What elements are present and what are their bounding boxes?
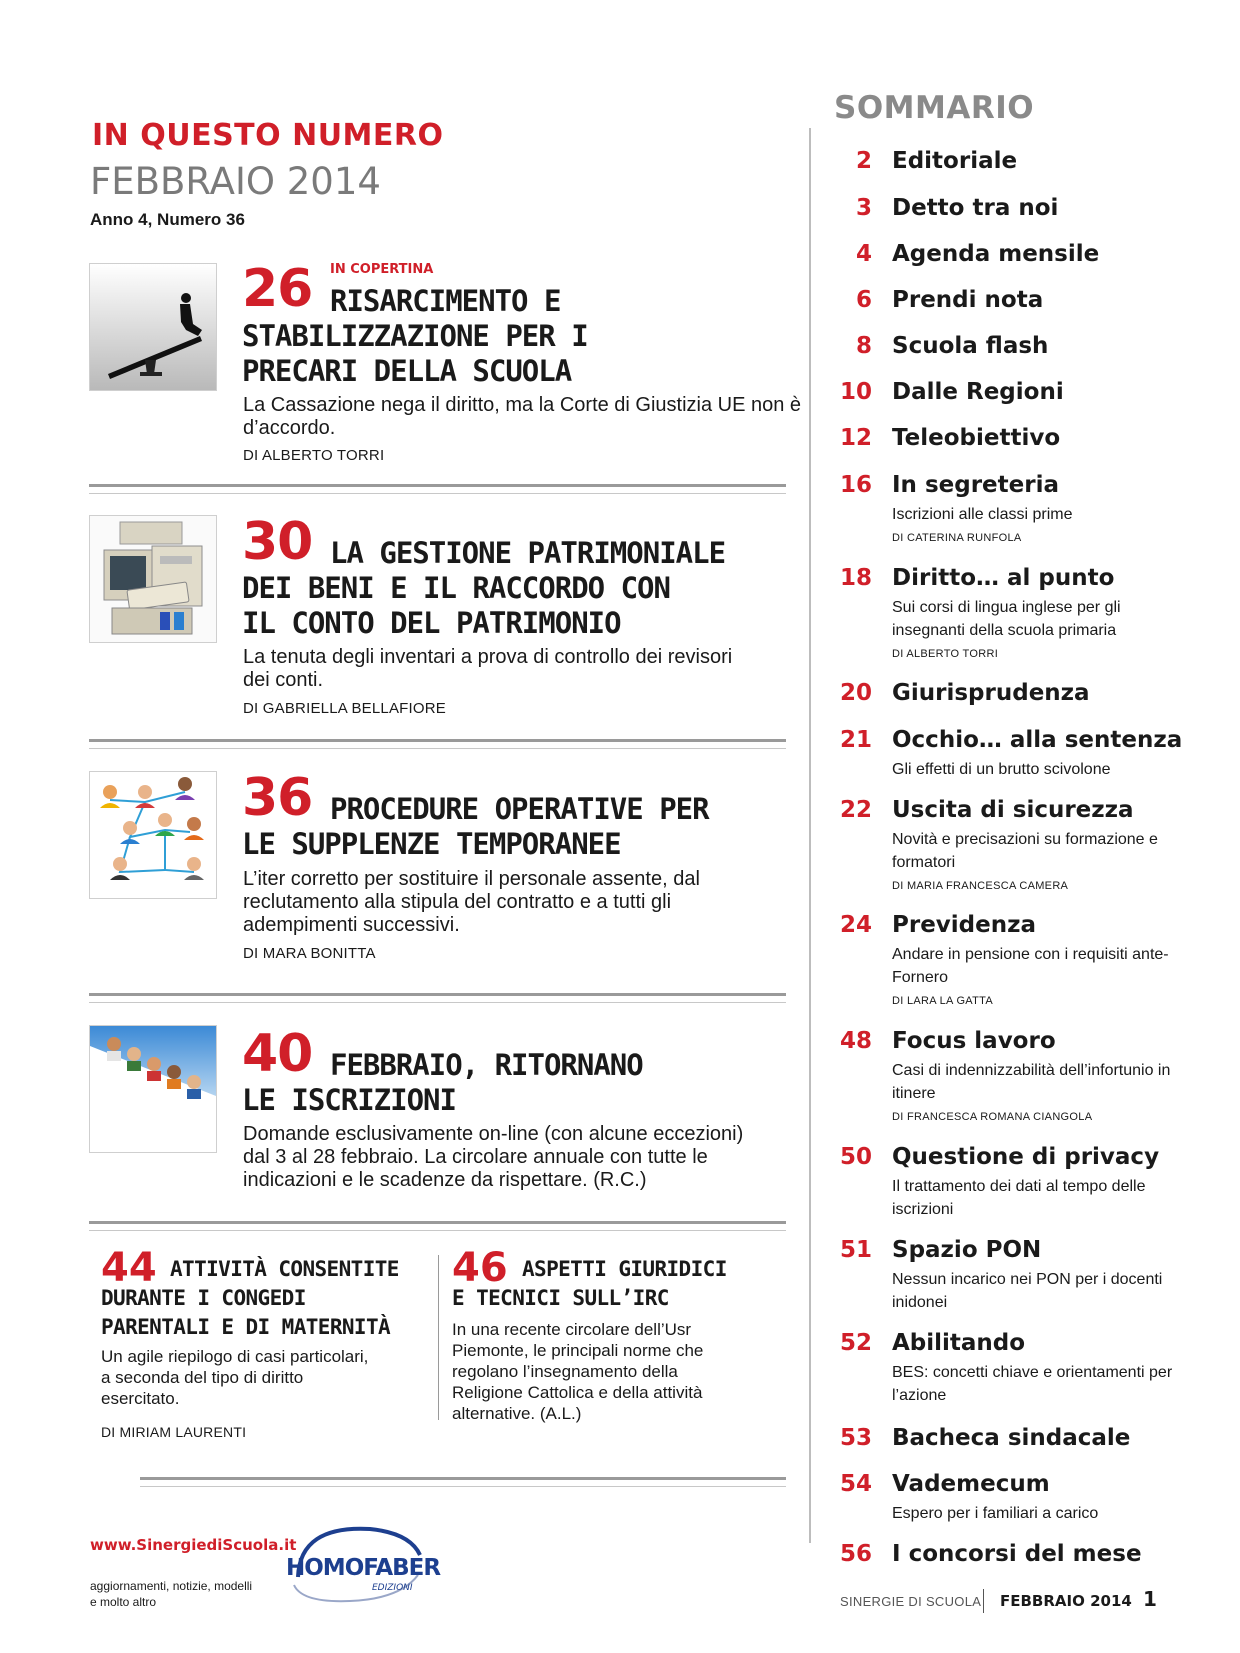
website-link[interactable]: [90, 1535, 296, 1555]
footer-date: FEBBRAIO 2014: [1000, 1592, 1132, 1610]
toc-author: DI ALBERTO TORRI: [892, 648, 999, 660]
cover-story-label: IN COPERTINA: [330, 262, 434, 277]
section-divider: [89, 484, 786, 494]
toc-title: Previdenza: [892, 912, 1037, 938]
toc-page: 50: [839, 1144, 872, 1170]
publisher-logo: [280, 1515, 441, 1605]
section-divider: [140, 1477, 786, 1487]
toc-title: Giurisprudenza: [892, 680, 1090, 706]
toc-page: 51: [839, 1237, 872, 1263]
article-page-number: 26: [242, 259, 313, 319]
toc-title: Spazio PON: [892, 1237, 1042, 1263]
column-divider: [438, 1255, 439, 1420]
toc-page: 2: [855, 148, 872, 174]
toc-page: 56: [839, 1541, 872, 1567]
toc-author: DI CATERINA RUNFOLA: [892, 532, 1022, 544]
toc-title: Uscita di sicurezza: [892, 797, 1134, 823]
article-description-line: In una recente circolare dell’Usr: [452, 1320, 692, 1339]
toc-page: 20: [839, 680, 872, 706]
toc-page: 24: [839, 912, 872, 938]
toc-page: 18: [839, 565, 872, 591]
toc-page: 12: [839, 425, 872, 451]
article-description-line: indicazioni e le scadenze da rispettare. (R.C.): [243, 1169, 647, 1191]
article-title-line[interactable]: ASPETTI GIURIDICI: [522, 1257, 727, 1281]
section-divider: [89, 1221, 786, 1231]
seesaw-illustration-icon: [90, 264, 216, 390]
toc-page: 10: [839, 379, 872, 405]
article-description-line: d’accordo.: [243, 417, 336, 439]
toc-subtitle: Andare in pensione con i requisiti ante-Fornero: [892, 946, 1169, 986]
toc-title: Vademecum: [892, 1471, 1050, 1497]
toc-subtitle: Iscrizioni alle classi prime: [892, 506, 1073, 523]
article-page-number: 30: [242, 512, 313, 572]
toc-title: Occhio… alla sentenza: [892, 727, 1183, 753]
article-author: DI GABRIELLA BELLAFIORE: [243, 700, 447, 717]
article-page-number: 40: [242, 1024, 313, 1084]
toc-author: DI MARIA FRANCESCA CAMERA: [892, 880, 1069, 892]
article-thumbnail-people-network[interactable]: [89, 771, 217, 899]
toc-title: Diritto… al punto: [892, 565, 1115, 591]
toc-title: Detto tra noi: [892, 195, 1059, 221]
toc-title: Prendi nota: [892, 287, 1044, 313]
article-description-line: Piemonte, le principali norme che: [452, 1341, 704, 1360]
toc-page: 53: [839, 1425, 872, 1451]
article-author: DI ALBERTO TORRI: [243, 447, 385, 464]
website-link-line: www.SinergiediScuola.it: [90, 1536, 297, 1554]
issue-date: FEBBRAIO 2014: [90, 160, 381, 203]
toc-page: 3: [855, 195, 872, 221]
article-description-line: a seconda del tipo di diritto: [101, 1368, 304, 1387]
toc-page: 54: [839, 1471, 872, 1497]
article-thumbnail-old-computers[interactable]: [89, 515, 217, 643]
website-tagline: aggiornamenti, notizie, modelli e molto altro: [90, 1579, 253, 1609]
toc-title: Editoriale: [892, 148, 1018, 174]
section-kicker: IN QUESTO NUMERO: [92, 118, 444, 153]
article-title-line[interactable]: STABILIZZAZIONE PER I: [242, 319, 588, 353]
article-title-line[interactable]: RISARCIMENTO E: [330, 284, 561, 318]
article-page-number: 46: [452, 1245, 508, 1291]
article-description-line: Religione Cattolica e della attività: [452, 1383, 703, 1402]
section-divider: [89, 739, 786, 749]
article-description-line: esercitato.: [101, 1389, 180, 1408]
article-title-line[interactable]: DURANTE I CONGEDI: [101, 1286, 306, 1310]
toc-page: 22: [839, 797, 872, 823]
students-illustration-icon: [90, 1026, 216, 1152]
toc-title: Focus lavoro: [892, 1028, 1056, 1054]
toc-page: 16: [839, 472, 872, 498]
toc-subtitle: Gli effetti di un brutto scivolone: [892, 761, 1111, 778]
toc-page: 21: [839, 727, 872, 753]
toc-page: 6: [855, 287, 872, 313]
article-description-line: La Cassazione nega il diritto, ma la Corte di Giustizia UE non è: [243, 394, 802, 416]
toc-subtitle: Espero per i familiari a carico: [892, 1505, 1099, 1522]
toc-title: Bacheca sindacale: [892, 1425, 1131, 1451]
magazine-name: SINERGIE DI SCUOLA: [840, 1594, 982, 1609]
logo-subtext: EDIZIONI: [372, 1583, 413, 1593]
toc-subtitle: Casi di indennizzabilità dell’infortunio in itinere: [892, 1062, 1171, 1102]
article-title-line[interactable]: LE ISCRIZIONI: [242, 1083, 456, 1117]
article-description-line: La tenuta degli inventari a prova di controllo dei revisori: [243, 646, 733, 668]
toc-subtitle: Novità e precisazioni su formazione e formatori: [892, 831, 1158, 871]
article-description-line: alternative. (A.L.): [452, 1404, 582, 1423]
article-title-line[interactable]: LE SUPPLENZE TEMPORANEE: [242, 827, 621, 861]
logo-text: HOMOFABER: [286, 1555, 441, 1581]
page-number: 1: [1143, 1587, 1157, 1611]
article-page-number: 44: [101, 1245, 157, 1291]
article-title-line[interactable]: ATTIVITÀ CONSENTITE: [170, 1257, 399, 1281]
toc-subtitle: Nessun incarico nei PON per i docenti inidonei: [892, 1271, 1163, 1311]
toc-title: Questione di privacy: [892, 1144, 1160, 1170]
article-title-line[interactable]: PARENTALI E DI MATERNITÀ: [101, 1315, 391, 1339]
toc-title: In segreteria: [892, 472, 1059, 498]
toc-subtitle: Sui corsi di lingua inglese per gli insegnanti della scuola primaria: [892, 599, 1121, 639]
article-title-line[interactable]: DEI BENI E IL RACCORDO CON: [242, 571, 670, 605]
article-title-line[interactable]: LA GESTIONE PATRIMONIALE: [330, 536, 726, 570]
article-title-line[interactable]: IL CONTO DEL PATRIMONIO: [242, 606, 621, 640]
toc-subtitle: Il trattamento dei dati al tempo delle iscrizioni: [892, 1178, 1146, 1218]
toc-title: Scuola flash: [892, 333, 1049, 359]
toc-title: Abilitando: [892, 1330, 1026, 1356]
issue-number: Anno 4, Numero 36: [90, 210, 245, 229]
toc-author: DI LARA LA GATTA: [892, 995, 993, 1007]
toc-title: Teleobiettivo: [892, 425, 1061, 451]
section-divider: [89, 993, 786, 1003]
article-author: DI MIRIAM LAURENTI: [101, 1424, 247, 1440]
article-description-line: L’iter corretto per sostituire il personale assente, dal: [243, 868, 700, 890]
footer-divider: [983, 1589, 984, 1613]
article-description-line: adempimenti successivi.: [243, 914, 460, 936]
article-title-line[interactable]: E TECNICI SULL’IRC: [452, 1286, 669, 1310]
article-author: DI MARA BONITTA: [243, 945, 376, 962]
toc-page: 4: [855, 241, 872, 267]
article-title-line[interactable]: PRECARI DELLA SCUOLA: [242, 354, 572, 388]
article-description-line: Domande esclusivamente on-line (con alcune eccezioni): [243, 1123, 744, 1145]
toc-author: DI FRANCESCA ROMANA CIANGOLA: [892, 1111, 1093, 1123]
article-title-line[interactable]: PROCEDURE OPERATIVE PER: [330, 792, 709, 826]
sommario-title: SOMMARIO: [834, 90, 1035, 126]
article-description-line: dal 3 al 28 febbraio. La circolare annuale con tutte le: [243, 1146, 708, 1168]
toc-page: 48: [839, 1028, 872, 1054]
sommario-divider: [809, 128, 811, 1543]
article-page-number: 36: [242, 768, 313, 828]
toc-title: I concorsi del mese: [892, 1541, 1142, 1567]
computer-pile-icon: [90, 516, 216, 642]
article-title-line[interactable]: FEBBRAIO, RITORNANO: [330, 1048, 643, 1082]
toc-page: 52: [839, 1330, 872, 1356]
article-description-line: regolano l’insegnamento della: [452, 1362, 678, 1381]
article-description-line: Un agile riepilogo di casi particolari,: [101, 1347, 369, 1366]
article-thumbnail-students[interactable]: [89, 1025, 217, 1153]
toc-title: Dalle Regioni: [892, 379, 1064, 405]
people-network-icon: [90, 772, 216, 898]
toc-subtitle: BES: concetti chiave e orientamenti per l’azione: [892, 1364, 1173, 1404]
toc-page: 8: [855, 333, 872, 359]
article-description-line: dei conti.: [243, 669, 324, 691]
toc-title: Agenda mensile: [892, 241, 1100, 267]
article-description-line: reclutamento alla stipula del contratto e a tutti gli: [243, 891, 672, 913]
article-thumbnail-seesaw[interactable]: [89, 263, 217, 391]
